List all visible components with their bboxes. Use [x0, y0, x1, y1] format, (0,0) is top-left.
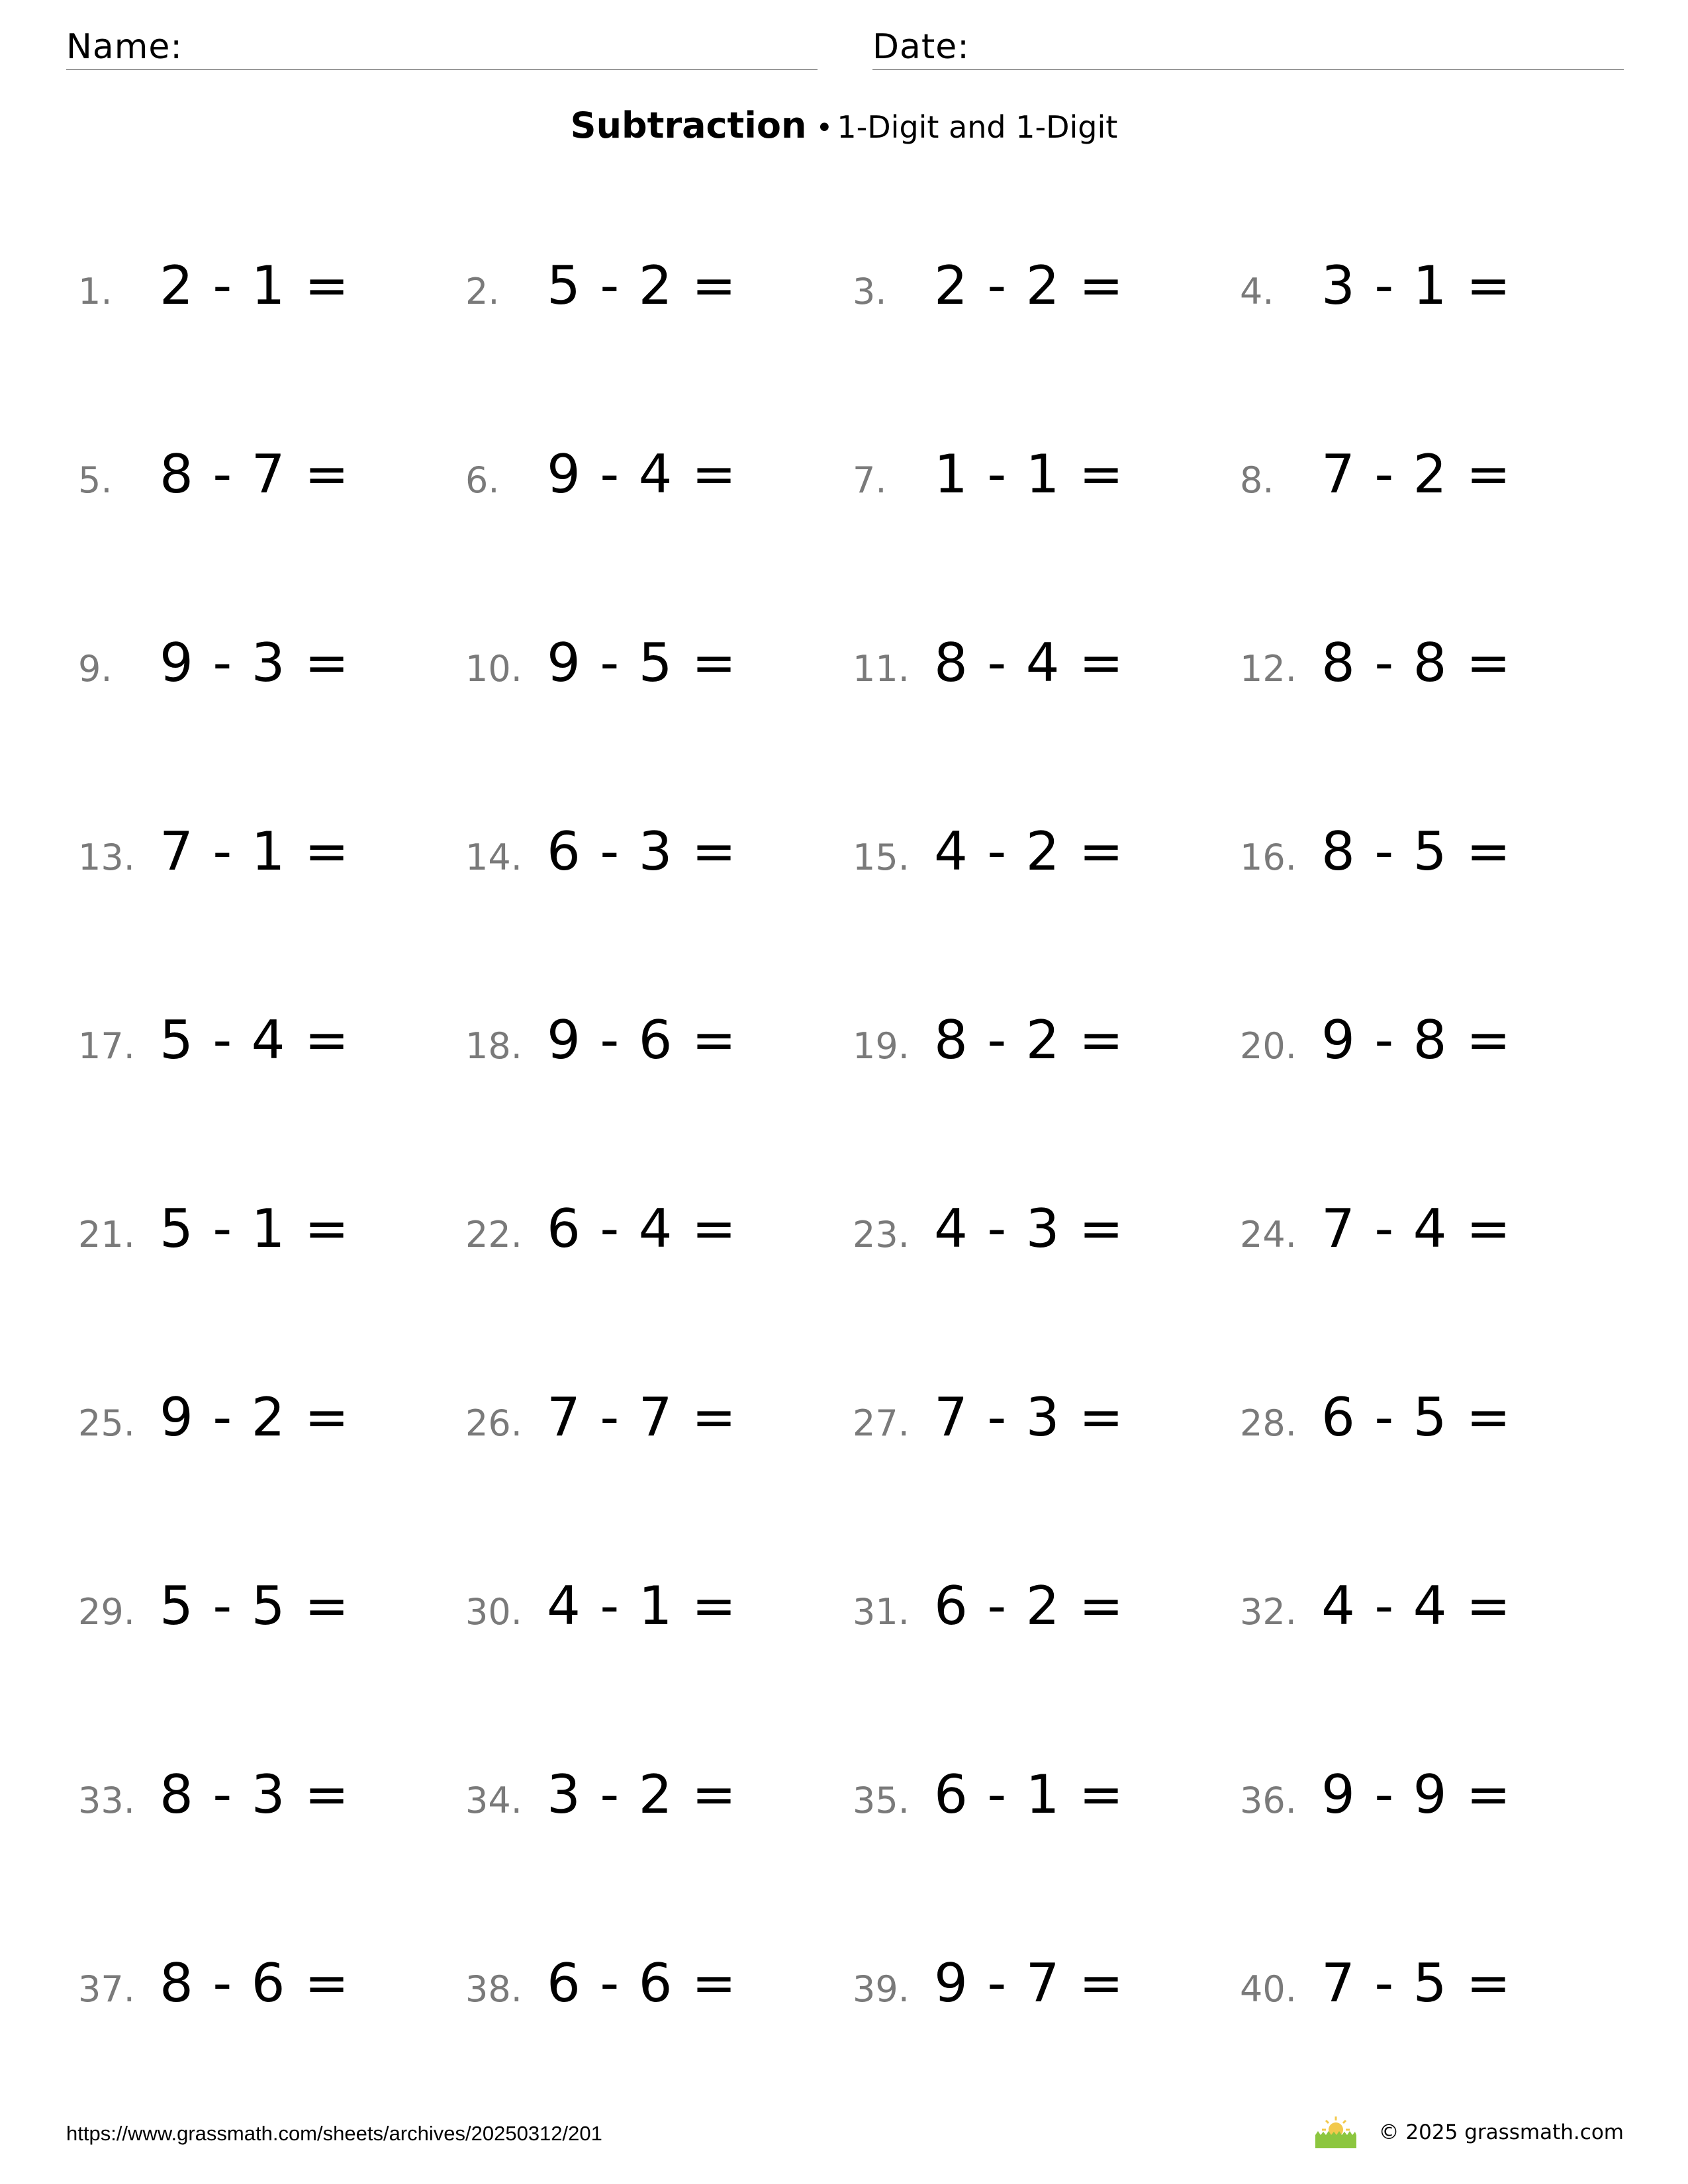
problem-number: 40.: [1240, 1968, 1297, 2010]
problem-item: [78, 632, 449, 694]
problem-expression: 5 - 2 =: [547, 255, 737, 316]
problem-item: [78, 821, 449, 882]
footer-branding: [1313, 2115, 1624, 2150]
title-subtitle: 1-Digit and 1-Digit: [837, 109, 1118, 145]
problem-number: 15.: [853, 837, 910, 878]
problem-number: 20.: [1240, 1025, 1297, 1067]
problem-number: 18.: [465, 1025, 522, 1067]
problem-expression: 6 - 2 =: [934, 1575, 1125, 1637]
name-label: Name:: [66, 27, 183, 67]
title-separator: •: [816, 111, 833, 145]
problem-number: 8.: [1240, 459, 1274, 501]
problem-number: 19.: [853, 1025, 910, 1067]
problem-item: [1240, 1952, 1611, 2014]
problem-expression: 8 - 5 =: [1321, 821, 1512, 882]
problem-number: 3.: [853, 271, 887, 312]
problem-number: 28.: [1240, 1402, 1297, 1444]
problem-expression: 6 - 5 =: [1321, 1387, 1512, 1448]
footer-url: https://www.grassmath.com/sheets/archives/20250312/201: [66, 2122, 602, 2145]
date-field[interactable]: [872, 24, 1624, 70]
grass-sun-logo-icon: [1313, 2115, 1359, 2150]
problem-item: [853, 1952, 1223, 2014]
problem-number: 9.: [78, 648, 113, 690]
problem-expression: 9 - 9 =: [1321, 1764, 1512, 1825]
problem-item: [853, 1764, 1223, 1825]
problem-expression: 7 - 4 =: [1321, 1198, 1512, 1259]
problem-item: [78, 1575, 449, 1637]
problem-number: 17.: [78, 1025, 135, 1067]
worksheet-title: [0, 105, 1688, 146]
problem-item: [78, 1764, 449, 1825]
problem-item: [78, 1198, 449, 1259]
problem-number: 31.: [853, 1591, 910, 1633]
problem-number: 35.: [853, 1780, 910, 1821]
problem-expression: 2 - 1 =: [160, 255, 350, 316]
problem-expression: 9 - 5 =: [547, 632, 737, 694]
problem-item: [853, 1387, 1223, 1448]
problem-item: [78, 1009, 449, 1071]
problem-number: 36.: [1240, 1780, 1297, 1821]
problem-expression: 6 - 6 =: [547, 1952, 737, 2014]
problem-expression: 8 - 4 =: [934, 632, 1125, 694]
problem-number: 22.: [465, 1214, 522, 1255]
problem-number: 4.: [1240, 271, 1274, 312]
problem-item: [1240, 1198, 1611, 1259]
problem-number: 16.: [1240, 837, 1297, 878]
problem-number: 24.: [1240, 1214, 1297, 1255]
problem-item: [465, 443, 836, 505]
problem-item: [853, 1198, 1223, 1259]
problem-number: 32.: [1240, 1591, 1297, 1633]
problem-expression: 2 - 2 =: [934, 255, 1125, 316]
problem-item: [465, 255, 836, 316]
problem-item: [853, 255, 1223, 316]
problem-item: [465, 1575, 836, 1637]
problem-item: [853, 1575, 1223, 1637]
problem-item: [853, 443, 1223, 505]
problem-item: [465, 1198, 836, 1259]
problem-expression: 9 - 4 =: [547, 443, 737, 505]
problem-item: [465, 1009, 836, 1071]
problem-number: 38.: [465, 1968, 522, 2010]
problem-expression: 7 - 1 =: [160, 821, 350, 882]
problem-number: 10.: [465, 648, 522, 690]
problem-item: [1240, 1009, 1611, 1071]
problem-number: 39.: [853, 1968, 910, 2010]
problem-item: [1240, 1575, 1611, 1637]
problem-expression: 8 - 2 =: [934, 1009, 1125, 1071]
problem-number: 12.: [1240, 648, 1297, 690]
problem-number: 27.: [853, 1402, 910, 1444]
problem-number: 23.: [853, 1214, 910, 1255]
problem-item: [465, 632, 836, 694]
problem-expression: 7 - 5 =: [1321, 1952, 1512, 2014]
problem-number: 29.: [78, 1591, 135, 1633]
problem-expression: 3 - 1 =: [1321, 255, 1512, 316]
problem-number: 25.: [78, 1402, 135, 1444]
problem-expression: 4 - 2 =: [934, 821, 1125, 882]
problem-number: 5.: [78, 459, 113, 501]
problem-expression: 7 - 2 =: [1321, 443, 1512, 505]
problem-item: [465, 1387, 836, 1448]
problem-item: [1240, 632, 1611, 694]
problem-item: [853, 821, 1223, 882]
problem-expression: 5 - 5 =: [160, 1575, 350, 1637]
problem-expression: 9 - 7 =: [934, 1952, 1125, 2014]
problem-expression: 4 - 4 =: [1321, 1575, 1512, 1637]
problem-expression: 9 - 6 =: [547, 1009, 737, 1071]
problem-expression: 5 - 1 =: [160, 1198, 350, 1259]
date-label: Date:: [872, 27, 970, 67]
problem-number: 6.: [465, 459, 500, 501]
problem-expression: 8 - 6 =: [160, 1952, 350, 2014]
problem-expression: 1 - 1 =: [934, 443, 1125, 505]
problem-expression: 9 - 8 =: [1321, 1009, 1512, 1071]
problem-expression: 6 - 1 =: [934, 1764, 1125, 1825]
problem-expression: 8 - 3 =: [160, 1764, 350, 1825]
problem-item: [853, 632, 1223, 694]
problem-item: [78, 255, 449, 316]
problem-item: [1240, 255, 1611, 316]
problem-item: [1240, 1764, 1611, 1825]
problem-expression: 9 - 3 =: [160, 632, 350, 694]
problem-expression: 8 - 7 =: [160, 443, 350, 505]
problem-expression: 6 - 3 =: [547, 821, 737, 882]
problem-item: [78, 1387, 449, 1448]
problem-item: [78, 1952, 449, 2014]
problem-number: 33.: [78, 1780, 135, 1821]
problem-item: [1240, 443, 1611, 505]
name-field[interactable]: [66, 24, 818, 70]
problem-number: 2.: [465, 271, 500, 312]
problem-expression: 7 - 3 =: [934, 1387, 1125, 1448]
problem-item: [853, 1009, 1223, 1071]
title-main: Subtraction: [570, 105, 807, 146]
problem-expression: 6 - 4 =: [547, 1198, 737, 1259]
problem-number: 34.: [465, 1780, 522, 1821]
problem-item: [1240, 821, 1611, 882]
problem-expression: 3 - 2 =: [547, 1764, 737, 1825]
problem-number: 1.: [78, 271, 113, 312]
problem-number: 13.: [78, 837, 135, 878]
problem-number: 26.: [465, 1402, 522, 1444]
problem-expression: 4 - 3 =: [934, 1198, 1125, 1259]
problem-number: 14.: [465, 837, 522, 878]
problem-number: 37.: [78, 1968, 135, 2010]
problem-expression: 9 - 2 =: [160, 1387, 350, 1448]
problem-expression: 8 - 8 =: [1321, 632, 1512, 694]
problem-expression: 7 - 7 =: [547, 1387, 737, 1448]
problem-number: 21.: [78, 1214, 135, 1255]
problem-expression: 4 - 1 =: [547, 1575, 737, 1637]
problem-number: 11.: [853, 648, 910, 690]
footer-copyright: © 2025 grassmath.com: [1378, 2120, 1624, 2144]
problem-number: 30.: [465, 1591, 522, 1633]
problem-item: [1240, 1387, 1611, 1448]
problem-item: [465, 1764, 836, 1825]
problem-item: [465, 821, 836, 882]
problem-item: [78, 443, 449, 505]
problem-item: [465, 1952, 836, 2014]
problem-number: 7.: [853, 459, 887, 501]
problem-expression: 5 - 4 =: [160, 1009, 350, 1071]
